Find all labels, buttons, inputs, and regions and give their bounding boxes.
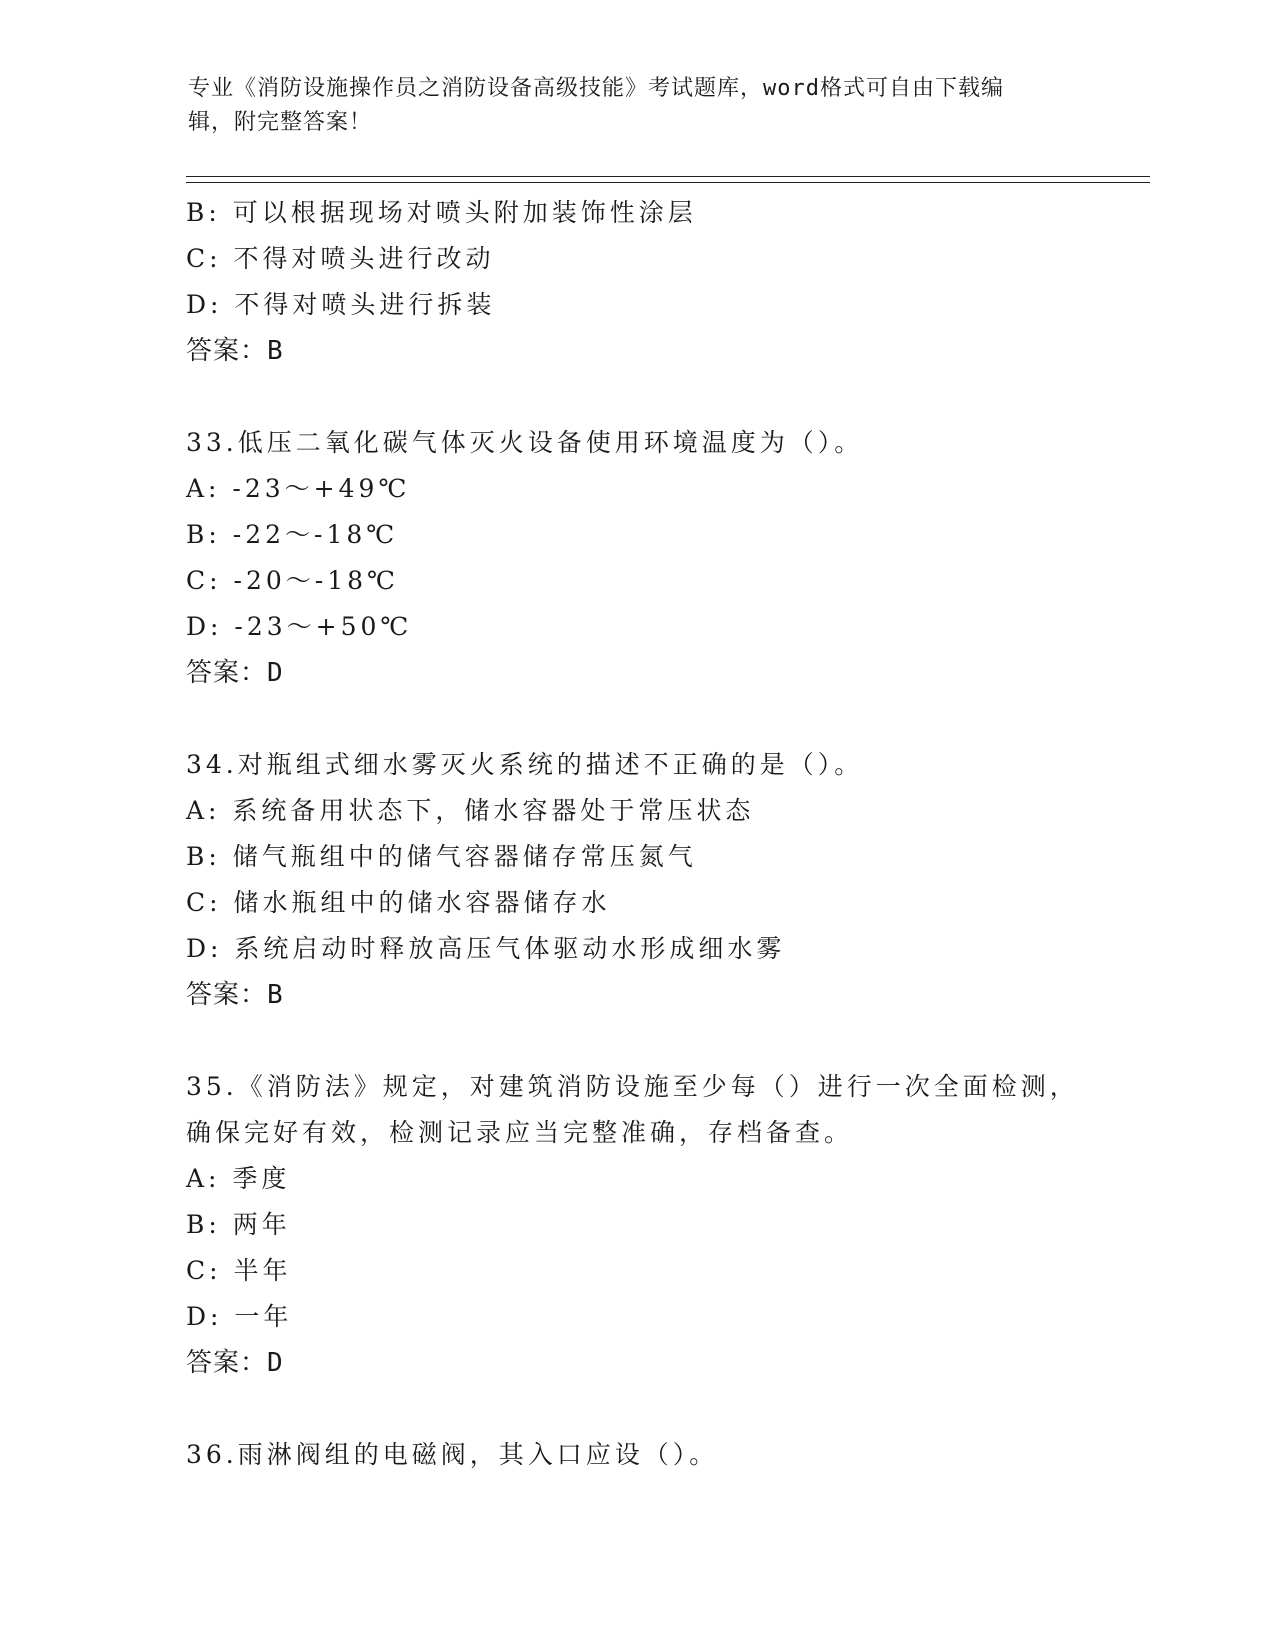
question-stem: 34.对瓶组式细水雾灭火系统的描述不正确的是（）。 [186,750,864,779]
answer-label: 答案：B [186,980,284,1010]
question-stem: 33.低压二氧化碳气体灭火设备使用环境温度为（）。 [186,428,864,457]
answer-label: 答案：D [186,658,284,688]
question-35 [186,1064,1146,1386]
option-b: B: -22～-18℃ [186,520,399,549]
option-d: D: 不得对喷头进行拆装 [186,290,496,319]
option-a: A: 系统备用状态下，储水容器处于常压状态 [186,796,755,825]
option-c: C: 半年 [186,1256,292,1285]
option-d: D: 一年 [186,1302,293,1331]
option-d: D: 系统启动时释放高压气体驱动水形成细水雾 [186,934,786,963]
question-36 [186,1432,1146,1478]
document-header [188,72,1088,140]
question-stem: 36.雨淋阀组的电磁阀，其入口应设（）。 [186,1440,719,1469]
header-divider-bottom [186,182,1150,183]
option-b: B: 可以根据现场对喷头附加装饰性涂层 [186,198,697,227]
option-b: B: 两年 [186,1210,291,1239]
spacer [186,374,1146,420]
option-c: C: 不得对喷头进行改动 [186,244,495,273]
header-line-1: 专业《消防设施操作员之消防设备高级技能》考试题库，word格式可自由下载编 [188,76,1004,101]
option-c: C: 储水瓶组中的储水容器储存水 [186,888,611,917]
option-b: B: 储气瓶组中的储气容器储存常压氮气 [186,842,697,871]
question-list [186,190,1146,1478]
answer-label: 答案：B [186,336,284,366]
question-stem-line-2: 确保完好有效，检测记录应当完整准确，存档备查。 [186,1118,854,1147]
answer-label: 答案：D [186,1348,284,1378]
header-line-2: 辑，附完整答案！ [188,110,373,135]
spacer [186,696,1146,742]
option-d: D: -23～+50℃ [186,612,413,641]
question-33 [186,420,1146,696]
spacer [186,1386,1146,1432]
option-c: C: -20～-18℃ [186,566,399,595]
header-divider-top [186,176,1150,177]
option-a: A: -23～+49℃ [186,474,411,503]
question-34 [186,742,1146,1018]
question-32 [186,190,1146,374]
question-stem-line-1: 35.《消防法》规定，对建筑消防设施至少每（）进行一次全面检测， [186,1072,1079,1101]
option-a: A: 季度 [186,1164,291,1193]
spacer [186,1018,1146,1064]
